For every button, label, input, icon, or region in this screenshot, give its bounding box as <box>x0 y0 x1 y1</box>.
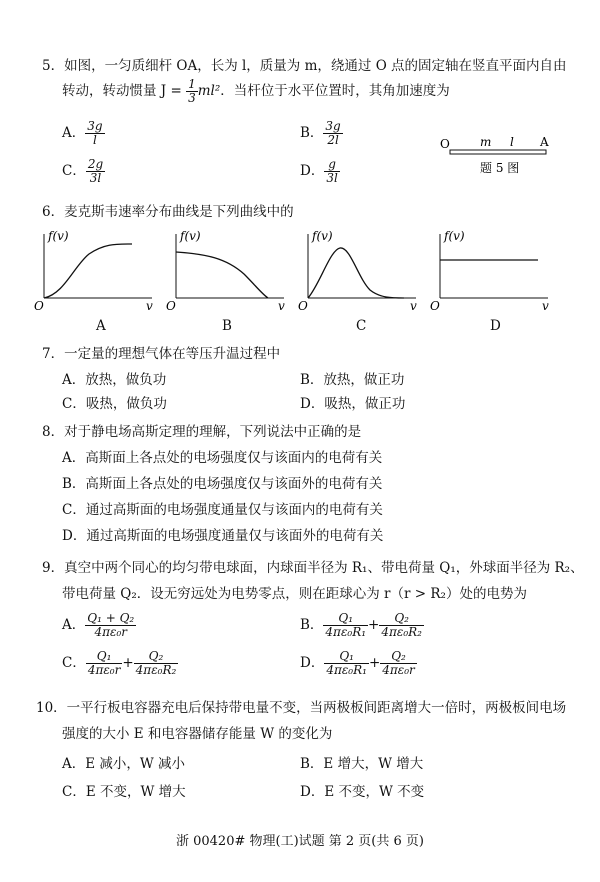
q6-graph-d <box>430 228 554 314</box>
q5-fig-a-label: A <box>540 135 549 149</box>
q7-stem: 7．一定量的理想气体在等压升温过程中 <box>42 346 281 362</box>
q10-option-a: A．E 减小，W 减小 <box>62 756 186 772</box>
origin: O <box>298 299 308 313</box>
q10-option-b: B．E 增大，W 增大 <box>300 756 424 772</box>
q9-stem-line1: 9．真空中两个同心的均匀带电球面，内球面半径为 R₁、带电荷量 Q₁，外球面半径为 R₂、 <box>42 560 584 576</box>
q5-stem-line2 <box>62 78 450 105</box>
y-label: f(v) <box>312 229 333 243</box>
q10-option-c: C．E 不变，W 增大 <box>62 784 186 800</box>
curve <box>308 248 404 298</box>
q5-fig-o-label: O <box>440 137 450 151</box>
q5-option-c: C． $\frac{2g}{3l}$ <box>62 157 104 185</box>
q6-graph-a <box>34 228 158 314</box>
q6-label-a: A <box>96 318 106 334</box>
q6-graph-c <box>298 228 422 314</box>
origin: O <box>166 299 176 313</box>
q5-stem-post: ．当杆位于水平位置时，其角加速度为 <box>220 83 450 99</box>
q8-option-d: D．通过高斯面的电场强度通量仅与该面外的电荷有关 <box>62 528 384 544</box>
q5-rod-figure <box>436 128 566 178</box>
q7-option-a: A．放热，做负功 <box>62 372 167 388</box>
q6-graph-b <box>166 228 290 314</box>
x-label: v <box>278 299 285 313</box>
q6-label-d: D <box>490 318 501 334</box>
x-label: v <box>146 299 153 313</box>
q5-fig-m-label: m <box>480 135 492 149</box>
q8-option-a: A．高斯面上各点处的电场强度仅与该面内的电荷有关 <box>62 450 383 466</box>
y-label: f(v) <box>48 229 69 243</box>
q5-stem-pre: 转动，转动惯量 J = <box>62 83 182 99</box>
q8-option-b: B．高斯面上各点处的电场强度仅与该面外的电荷有关 <box>62 476 383 492</box>
q9-option-d: D． $\frac{\text{Q₁}}{\text{4πε₀R₁}}$ + $\frac{\text{Q₂}}{\text{4πε₀r}}$ <box>300 649 415 677</box>
q5-option-d: D． $\frac{g}{3l}$ <box>300 157 338 185</box>
q9-option-b: B． $\frac{\text{Q₁}}{\text{4πε₀R₁}}$ + $\frac{\text{Q₂}}{\text{4πε₀R₂}}$ <box>300 611 422 639</box>
origin: O <box>430 299 440 313</box>
q9-stem-line2: 带电荷量 Q₂．设无穷远处为电势零点，则在距球心为 r（r > R₂）处的电势为 <box>62 586 527 602</box>
q5-option-b: B． $\frac{3g}{2l}$ <box>300 119 341 147</box>
q6-label-b: B <box>222 318 232 334</box>
q10-stem-line1: 10．一平行板电容器充电后保持带电量不变，当两极板间距离增大一倍时，两极板间电场 <box>36 700 567 716</box>
q5-inertia-tail: ml² <box>197 83 221 99</box>
q5-fig-caption: 题 5 图 <box>480 161 520 175</box>
q8-option-c: C．通过高斯面的电场强度通量仅与该面内的电荷有关 <box>62 502 383 518</box>
q9-option-a: A． $\frac{\text{Q₁ + Q₂}}{\text{4πε₀r}}$ <box>62 611 135 639</box>
q5-stem-line1: 5．如图，一匀质细杆 OA，长为 l，质量为 m，绕通过 O 点的固定轴在竖直平面内自由 <box>42 58 567 74</box>
q5-inertia-fraction: $\frac{1}{3}$ <box>188 77 196 105</box>
q8-stem: 8．对于静电场高斯定理的理解，下列说法中正确的是 <box>42 424 362 440</box>
page-footer: 浙 00420# 物理(工)试题 第 2 页(共 6 页) <box>175 834 424 849</box>
q9-option-c: C． $\frac{\text{Q₁}}{\text{4πε₀r}}$ + $\frac{\text{Q₂}}{\text{4πε₀R₂}}$ <box>62 649 177 677</box>
q6-label-c: C <box>356 318 367 334</box>
y-label: f(v) <box>180 229 201 243</box>
q5-option-a: A． $\frac{3g}{l}$ <box>62 119 103 147</box>
curve <box>176 252 268 298</box>
rod <box>450 150 546 154</box>
q5-fig-l-label: l <box>510 135 514 149</box>
q7-option-d: D．吸热，做正功 <box>300 396 406 412</box>
x-label: v <box>410 299 417 313</box>
q7-option-c: C．吸热，做负功 <box>62 396 167 412</box>
origin: O <box>34 299 44 313</box>
q6-stem: 6．麦克斯韦速率分布曲线是下列曲线中的 <box>42 204 294 220</box>
q10-stem-line2: 强度的大小 E 和电容器储存能量 W 的变化为 <box>62 726 333 742</box>
curve <box>44 244 132 298</box>
q7-option-b: B．放热，做正功 <box>300 372 405 388</box>
q10-option-d: D．E 不变，W 不变 <box>300 784 425 800</box>
x-label: v <box>542 299 549 313</box>
y-label: f(v) <box>444 229 465 243</box>
